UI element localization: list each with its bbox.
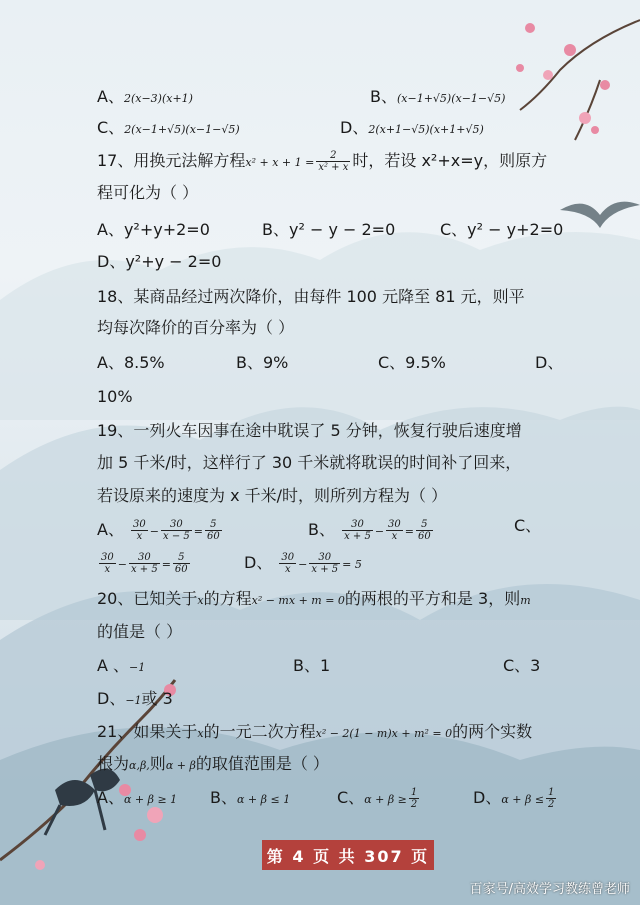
q19-option-a bbox=[97, 516, 224, 546]
page-number-footer: 第 4 页 共 307 页 bbox=[262, 840, 434, 870]
option-label: A、 bbox=[97, 87, 124, 106]
q21-text-post: 的两个实数 bbox=[452, 722, 533, 741]
q20-option-c: C、3 bbox=[503, 656, 541, 675]
q21-roots: α,β, bbox=[129, 759, 150, 772]
fraction bbox=[409, 787, 419, 810]
option-label: A 、 bbox=[97, 656, 130, 675]
q20-text-post: 的两根的平方和是 3，则 bbox=[344, 589, 521, 608]
fraction bbox=[161, 519, 192, 542]
q21-option-b bbox=[210, 788, 290, 810]
equals-sign: = bbox=[193, 525, 203, 538]
fraction-numerator: 30 bbox=[281, 552, 295, 563]
fraction-numerator: 30 bbox=[129, 552, 160, 564]
q20-stem-line2: 的值是（ ） bbox=[97, 622, 183, 641]
q21-text-mid: 的一元二次方程 bbox=[203, 722, 316, 741]
option-value: −1 bbox=[125, 694, 142, 707]
fraction-numerator: 30 bbox=[101, 552, 114, 563]
q20-option-a bbox=[97, 656, 145, 678]
fraction-numerator: 30 bbox=[161, 519, 192, 531]
q18-option-d-label: D、 bbox=[535, 353, 564, 372]
option-expression: α + β ≥ 1 bbox=[123, 793, 178, 806]
q21-option-c bbox=[337, 784, 421, 814]
q18-option-d-value: 10% bbox=[97, 387, 133, 406]
fraction bbox=[205, 519, 222, 542]
fraction-numerator: 5 bbox=[416, 519, 433, 531]
q19-option-c-label: C、 bbox=[514, 516, 542, 535]
q19-stem-line1: 19、一列火车因事在途中耽误了 5 分钟，恢复行驶后速度增 bbox=[97, 421, 522, 440]
fraction-numerator: 30 bbox=[388, 519, 401, 530]
fraction-denominator: x + 5 bbox=[130, 564, 158, 575]
fraction bbox=[131, 519, 148, 542]
fraction-numerator: 30 bbox=[342, 519, 373, 531]
fraction-numerator: 30 bbox=[309, 552, 340, 564]
fraction-denominator: 60 bbox=[206, 531, 220, 542]
fraction bbox=[173, 552, 190, 575]
fraction-numerator: 1 bbox=[548, 787, 555, 798]
option-label: D、 bbox=[340, 118, 369, 137]
q18-stem-line1: 18、某商品经过两次降价，由每件 100 元降至 81 元，则平 bbox=[97, 287, 525, 306]
option-value: −1 bbox=[129, 661, 146, 674]
fraction-denominator: x bbox=[284, 564, 291, 575]
q21-variable: x bbox=[197, 727, 204, 740]
q17-fraction bbox=[316, 150, 350, 173]
q16-option-d bbox=[340, 118, 484, 140]
option-label: C、 bbox=[337, 788, 365, 807]
q21-stem-line2 bbox=[97, 754, 329, 776]
option-label: B、 bbox=[210, 788, 237, 807]
q20-variable-m: m bbox=[520, 594, 531, 607]
fraction bbox=[99, 552, 116, 575]
operator: − bbox=[374, 525, 385, 538]
option-text: 或 3 bbox=[141, 689, 173, 708]
option-label: D、 bbox=[97, 689, 126, 708]
fraction-numerator: 1 bbox=[410, 787, 418, 798]
option-label: A、 bbox=[97, 520, 124, 539]
option-label: D、 bbox=[244, 553, 273, 572]
q16-option-c bbox=[97, 118, 240, 140]
q19-option-c-expression bbox=[97, 549, 192, 579]
option-expression: α + β ≤ 1 bbox=[236, 793, 291, 806]
fraction-numerator: 5 bbox=[173, 552, 190, 564]
q21-line2-mid: 则 bbox=[149, 754, 166, 773]
fraction bbox=[129, 552, 160, 575]
q18-option-a: A、8.5% bbox=[97, 353, 165, 372]
option-label: B、 bbox=[370, 87, 397, 106]
q19-option-d bbox=[244, 549, 362, 579]
operator: − bbox=[149, 525, 159, 538]
watermark-text: 百家号/高效学习教练曾老师 bbox=[469, 882, 630, 897]
q21-sum: α + β bbox=[165, 759, 196, 772]
option-label: A、 bbox=[97, 788, 124, 807]
option-expression: 2(x−3)(x+1) bbox=[123, 92, 193, 105]
fraction bbox=[309, 552, 340, 575]
fraction bbox=[342, 519, 373, 542]
q20-text-mid: 的方程 bbox=[203, 589, 252, 608]
q16-option-a bbox=[97, 87, 193, 109]
option-expression: (x−1+√5)(x−1−√5) bbox=[396, 92, 506, 105]
fraction-denominator: x bbox=[391, 531, 398, 542]
q18-option-c: C、9.5% bbox=[378, 353, 446, 372]
option-expression: α + β ≥ bbox=[364, 793, 407, 806]
q17-stem-line2: 程可化为（ ） bbox=[97, 183, 199, 202]
q17-option-a: A、y²+y+2=0 bbox=[97, 220, 210, 239]
option-expression: 2(x−1+√5)(x−1−√5) bbox=[124, 123, 240, 136]
q16-option-b bbox=[370, 87, 505, 109]
q21-stem bbox=[97, 722, 532, 744]
q17-text-pre: 17、用换元法解方程 bbox=[97, 151, 246, 170]
fraction-numerator: 5 bbox=[205, 519, 222, 531]
option-expression: 2(x+1−√5)(x+1+√5) bbox=[368, 123, 484, 136]
q20-option-d bbox=[97, 689, 173, 711]
q17-equation-left: x² + x + 1 = bbox=[245, 156, 315, 169]
operator: − bbox=[117, 558, 127, 571]
equals-sign: = bbox=[161, 558, 171, 571]
q19-stem-line2: 加 5 千米/时，这样行了 30 千米就将耽误的时间补了回来， bbox=[97, 453, 522, 472]
fraction-denominator: x + 5 bbox=[311, 564, 339, 575]
q17-stem bbox=[97, 150, 547, 173]
fraction-denominator: x bbox=[136, 531, 143, 542]
fraction-numerator: 2 bbox=[316, 150, 350, 162]
fraction-denominator: x bbox=[104, 564, 111, 575]
q17-option-d: D、y²+y − 2=0 bbox=[97, 252, 222, 271]
equals-sign: = 5 bbox=[342, 558, 362, 571]
fraction-denominator: x² + x bbox=[318, 162, 349, 173]
q20-text-pre: 20、已知关于 bbox=[97, 589, 198, 608]
fraction-denominator: 2 bbox=[410, 799, 418, 810]
fraction-numerator: 30 bbox=[133, 519, 146, 530]
option-expression: α + β ≤ bbox=[501, 793, 545, 806]
equals-sign: = bbox=[404, 525, 414, 538]
q21-text-pre: 21、如果关于 bbox=[97, 722, 198, 741]
fraction bbox=[386, 519, 403, 542]
q20-stem bbox=[97, 589, 531, 611]
q17-option-c: C、y² − y+2=0 bbox=[440, 220, 564, 239]
q21-line2-post: 的取值范围是（ ） bbox=[195, 754, 329, 773]
fraction-denominator: 2 bbox=[548, 799, 555, 810]
q19-option-b bbox=[308, 516, 435, 546]
fraction-denominator: x − 5 bbox=[163, 531, 190, 542]
fraction bbox=[416, 519, 433, 542]
fraction-denominator: x + 5 bbox=[344, 531, 371, 542]
q21-option-a bbox=[97, 788, 177, 810]
q21-line2-pre: 根为 bbox=[97, 754, 130, 773]
fraction bbox=[546, 787, 556, 810]
option-label: C、 bbox=[97, 118, 125, 137]
fraction-denominator: 60 bbox=[174, 564, 188, 575]
q17-text-post: 时，若设 x²+x=y，则原方 bbox=[352, 151, 548, 170]
q17-option-b: B、y² − y − 2=0 bbox=[262, 220, 396, 239]
fraction-denominator: 60 bbox=[418, 531, 431, 542]
q21-option-d bbox=[473, 784, 558, 814]
q20-variable: x bbox=[197, 594, 204, 607]
fraction bbox=[279, 552, 296, 575]
q21-equation: x² − 2(1 − m)x + m² = 0 bbox=[315, 727, 453, 740]
q18-option-b: B、9% bbox=[236, 353, 289, 372]
q18-stem-line2: 均每次降价的百分率为（ ） bbox=[97, 318, 295, 337]
q19-stem-line3: 若设原来的速度为 x 千米/时，则所列方程为（ ） bbox=[97, 486, 448, 505]
q20-option-b: B、1 bbox=[293, 656, 331, 675]
option-label: B、 bbox=[308, 520, 335, 539]
operator: − bbox=[298, 558, 308, 571]
q20-equation: x² − mx + m = 0 bbox=[251, 594, 345, 607]
option-label: D、 bbox=[473, 788, 502, 807]
